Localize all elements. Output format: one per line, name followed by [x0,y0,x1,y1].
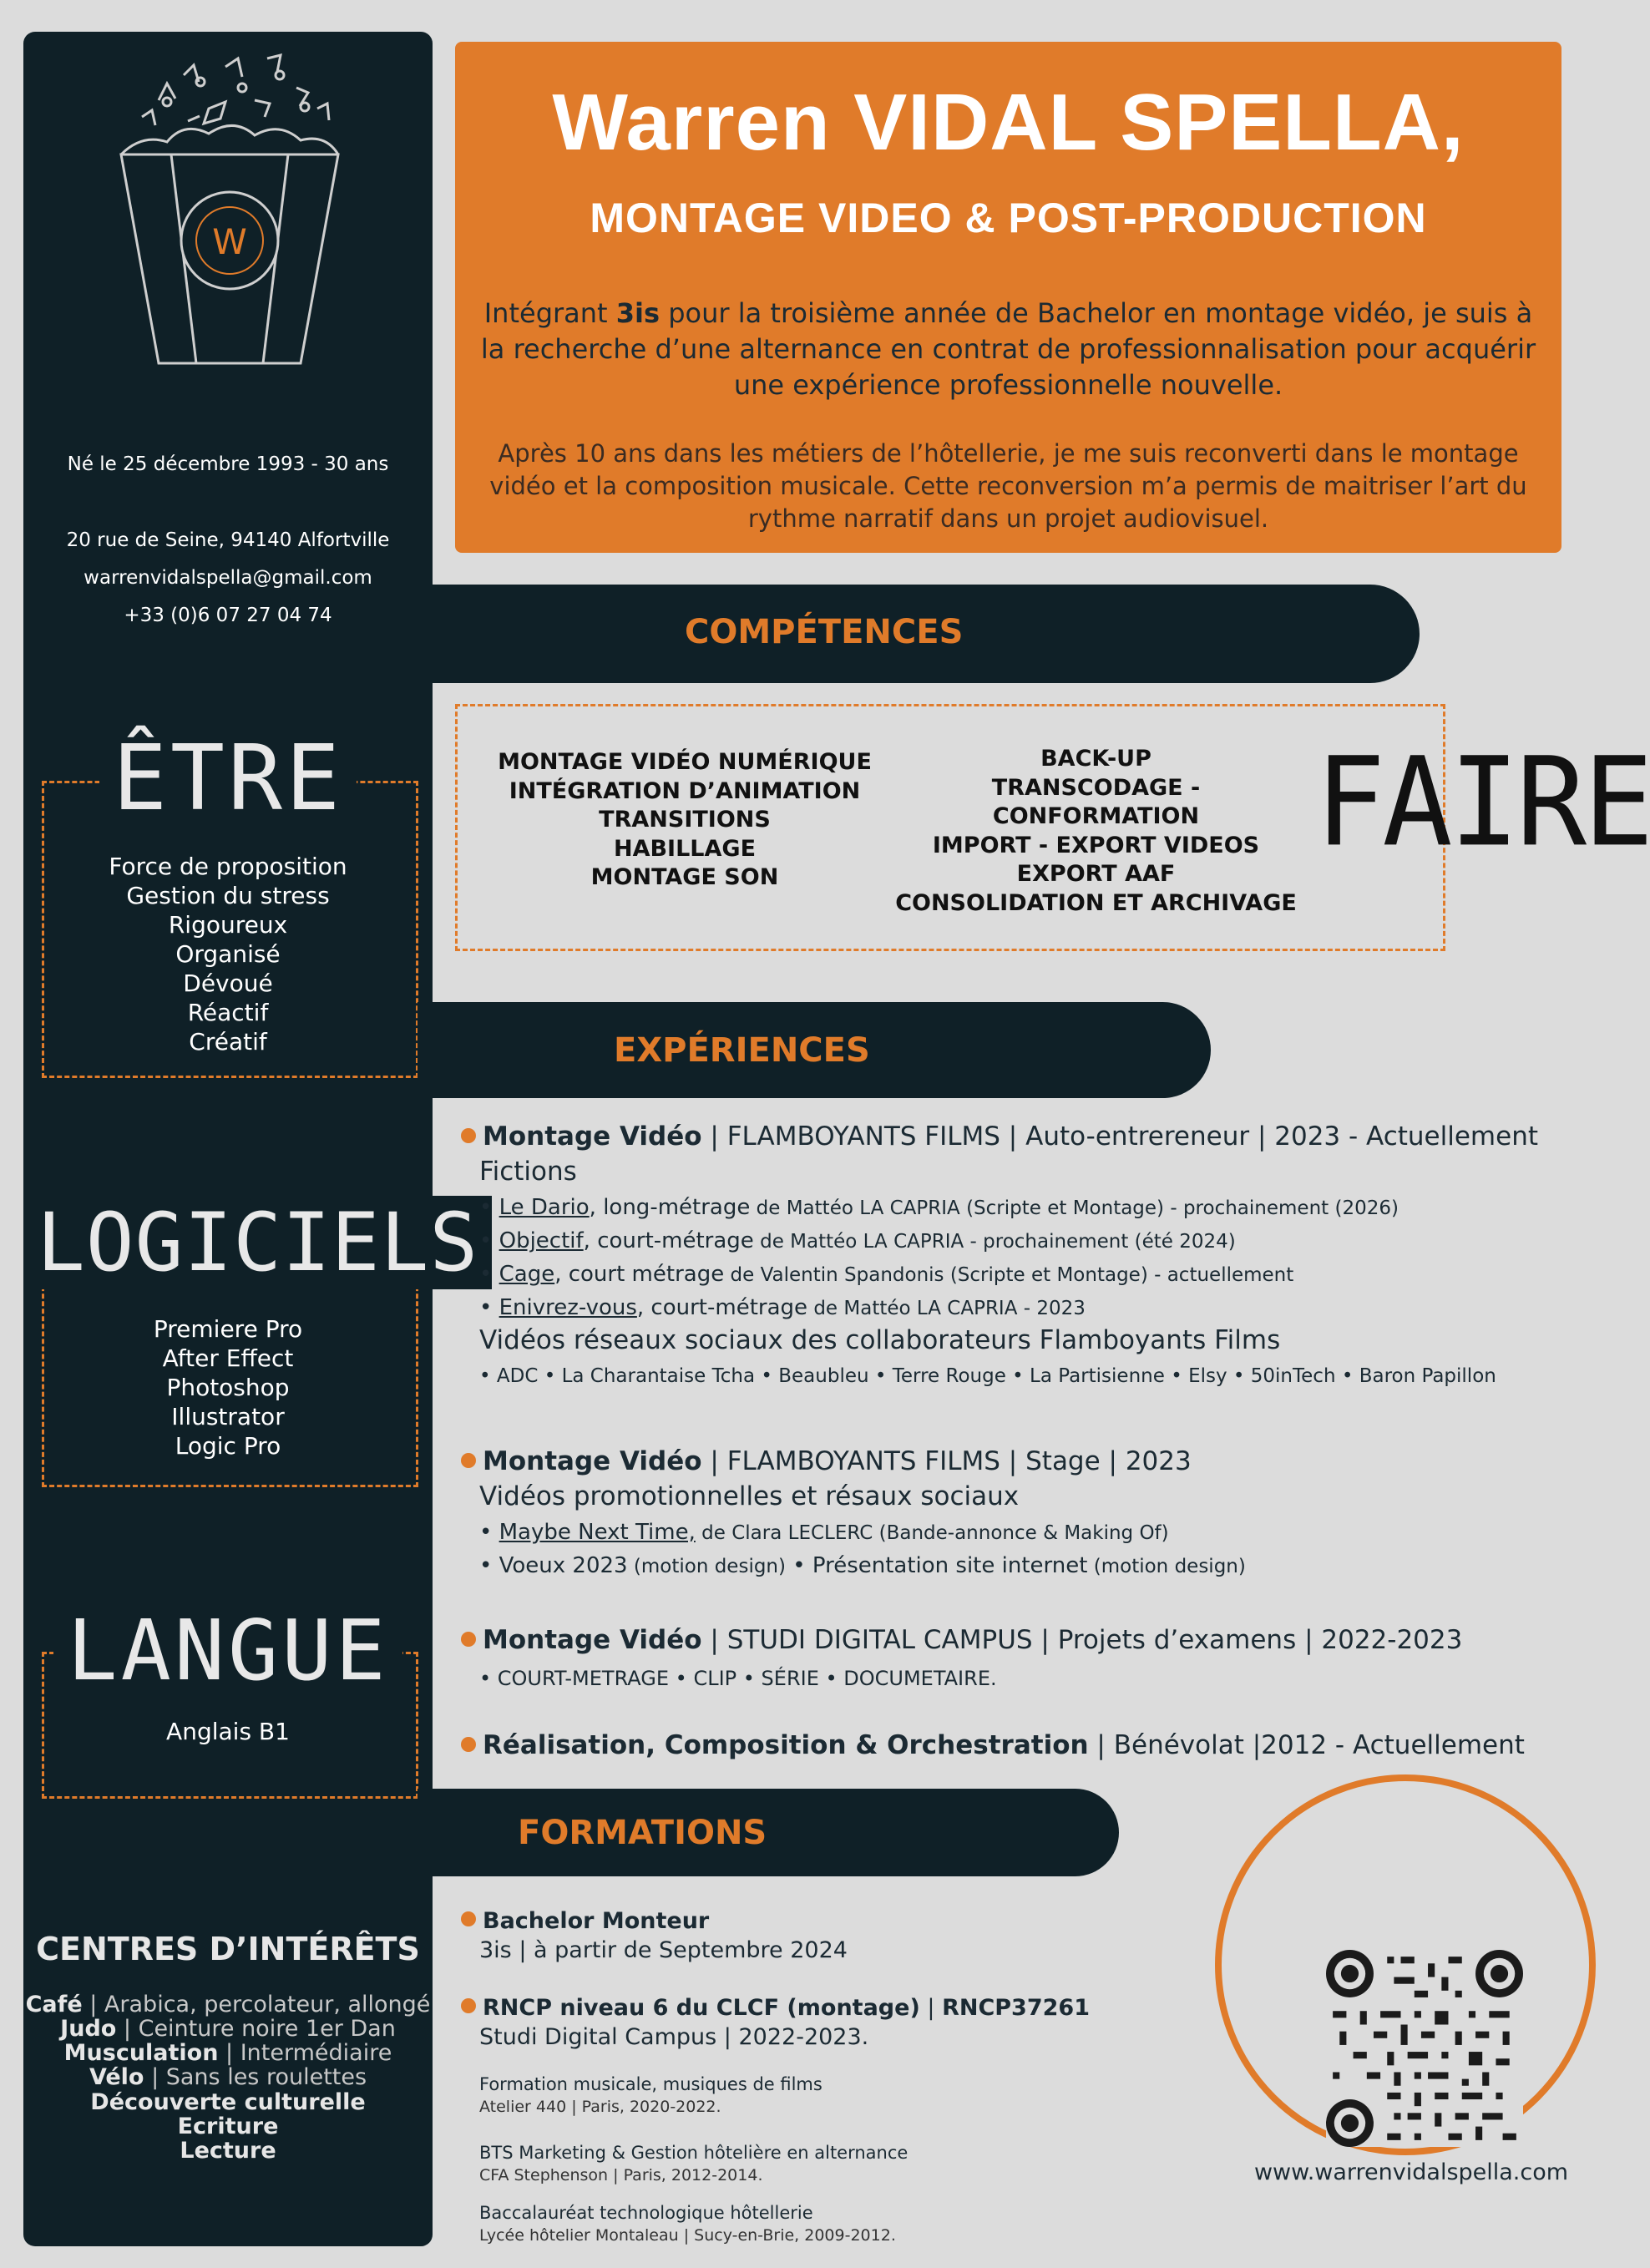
formation-heading: RNCP niveau 6 du CLCF (montage) | RNCP37261 [461,1995,1212,2021]
etre-title: ÊTRE [23,726,433,831]
birth-date: Né le 25 décembre 1993 - 30 ans [67,453,389,475]
list-item: MONTAGE VIDÉO NUMÉRIQUE [498,749,872,775]
experience-tags: • ADC • La Charantaise Tcha • Beaubleu • Terre Rouge • La Partisienne • Elsy • 50inTech • Baron Papillon [479,1365,1496,1387]
experience-subheading: Vidéos promotionnelles et résaux sociaux [479,1481,1020,1511]
list-item: CONSOLIDATION ET ARCHIVAGE [895,889,1297,916]
interest-item: Ecriture [177,2113,279,2139]
langue-title: LANGUE [23,1602,433,1699]
formation-sub: Lycée hôtelier Montaleau | Sucy-en-Brie, 2009-2012. [479,2226,896,2245]
list-item: Premiere Pro [153,1315,303,1343]
list-item: IMPORT - EXPORT VIDEOS [932,832,1260,858]
experience-heading: Montage Vidéo | STUDI DIGITAL CAMPUS | Projets d’examens | 2022-2023 [461,1625,1580,1655]
list-item: TRANSCODAGE - CONFORMATION [991,774,1201,830]
interest-item: Musculation | Intermédiaire [63,2040,392,2067]
experience-item: • Objectif, court-métrage de Mattéo LA CAPRIA - prochainement (été 2024) [479,1228,1236,1253]
list-item: EXPORT AAF [1016,861,1176,888]
experience-subheading: Vidéos réseaux sociaux des collaborateurs Flamboyants Films [479,1325,1281,1355]
faire-title: FAIRE [1315,731,1650,875]
list-item: Logic Pro [175,1432,281,1460]
list-item: TRANSITIONS [599,807,771,833]
list-item: Photoshop [166,1374,290,1401]
list-item: Rigoureux [168,911,288,939]
langue-value: Anglais B1 [166,1718,290,1745]
formation-3 [461,2074,1212,2116]
bullet-icon [461,1998,476,2013]
formation-sub: CFA Stephenson | Paris, 2012-2014. [479,2166,763,2184]
formation-5 [461,2203,1212,2245]
email[interactable]: warrenvidalspella@gmail.com [84,567,372,589]
formation-heading: Bachelor Monteur [461,1908,1212,1934]
formation-sub: 3is | à partir de Septembre 2024 [479,1937,848,1963]
bullet-icon [461,1737,476,1752]
popcorn-logo [109,42,351,376]
competences-col1 [493,748,877,893]
interest-item: Découverte culturelle [90,2088,366,2115]
experience-heading: Montage Vidéo | FLAMBOYANTS FILMS | Stage | 2023 [461,1446,1580,1476]
intro-text-2: Après 10 ans dans les métiers de l’hôtellerie, je me suis reconverti dans le montage vidéo et la composition musicale. Cette reconversion m’a permis de maitriser l’art du rythme narratif dans un projet audiovisuel. [489,439,1527,534]
bullet-icon [461,1453,476,1468]
interest-item: Lecture [180,2137,276,2164]
list-item: Organisé [175,940,281,968]
qr-code-icon[interactable] [1326,1950,1523,2147]
formations-title: FORMATIONS [518,1814,767,1852]
formation-heading: BTS Marketing & Gestion hôtelière en alternance [479,2143,909,2163]
list-item: Dévoué [183,969,273,997]
list-item: Gestion du stress [126,882,330,909]
experiences-title: EXPÉRIENCES [614,1031,870,1070]
bullet-icon [461,1632,476,1647]
experience-tags: • COURT-METRAGE • CLIP • SÉRIE • DOCUMETAIRE. [479,1667,997,1690]
formation-sub: Studi Digital Campus | 2022-2023. [479,2024,869,2050]
page-subtitle: MONTAGE VIDEO & POST-PRODUCTION [590,195,1427,241]
interests-list [23,1992,433,2163]
formation-4 [461,2143,1212,2184]
list-item: Force de proposition [109,853,347,880]
interests-title: CENTRES D’INTÉRÊTS [36,1931,420,1967]
logo-letter: W [212,221,247,262]
bullet-icon [461,1911,476,1926]
list-item: After Effect [162,1344,294,1372]
phone[interactable]: +33 (0)6 07 27 04 74 [124,605,332,626]
bullet-icon [461,1128,476,1143]
experience-2 [461,1446,1580,1578]
formation-sub: Atelier 440 | Paris, 2020-2022. [479,2098,721,2116]
list-item: Illustrator [171,1403,285,1430]
competences-title: COMPÉTENCES [685,613,964,651]
interest-item: Café | Arabica, percolateur, allongé [25,1992,431,2017]
address: 20 rue de Seine, 94140 Alfortville [66,529,390,551]
etre-list [23,852,433,1056]
list-item: HABILLAGE [613,835,757,862]
list-item: Créatif [189,1028,267,1056]
list-item: Réactif [187,999,269,1026]
competences-col2 [885,745,1307,918]
formation-heading: Formation musicale, musiques de films [479,2074,822,2094]
list-item: INTÉGRATION D’ANIMATION [509,777,861,804]
page-title: Warren VIDAL SPELLA, [552,78,1465,167]
experience-item: • Enivrez-vous, court-métrage de Mattéo LA CAPRIA - 2023 [479,1295,1086,1320]
experience-item: • Maybe Next Time, de Clara LECLERC (Bande-annonce & Making Of) [479,1520,1169,1545]
intro-text: Intégrant 3is pour la troisième année de Bachelor en montage vidéo, je suis à la recherche d’une alternance en contrat de professionnalisation pour acquérir une expérience professionnelle nouvelle. [480,297,1536,402]
website-link[interactable]: www.warrenvidalspella.com [1253,2159,1569,2185]
formation-1 [461,1908,1212,1963]
experience-item: • Cage, court métrage de Valentin Spandonis (Scripte et Montage) - actuellement [479,1262,1294,1287]
experience-item: • Voeux 2023 (motion design) • Présentation site internet (motion design) [479,1553,1246,1578]
list-item: BACK-UP [1040,746,1151,772]
formation-2 [461,1995,1212,2050]
experience-1 [461,1121,1580,1387]
interest-item: Judo | Ceinture noire 1er Dan [60,2016,396,2043]
list-item: MONTAGE SON [590,864,779,891]
experience-heading: Réalisation, Composition & Orchestration | Bénévolat |2012 - Actuellement [461,1730,1580,1760]
interest-item: Vélo | Sans les roulettes [89,2064,367,2091]
formation-heading: Baccalauréat technologique hôtellerie [479,2203,813,2223]
experience-3 [461,1625,1580,1690]
experience-4 [461,1730,1580,1760]
logiciels-list [23,1314,433,1461]
experience-item: • Le Dario, long-métrage de Mattéo LA CAPRIA (Scripte et Montage) - prochainement (2026) [479,1195,1399,1220]
experience-heading: Montage Vidéo | FLAMBOYANTS FILMS | Auto-entrereneur | 2023 - Actuellement [461,1121,1580,1152]
experience-subheading: Fictions [479,1157,577,1187]
logiciels-title: LOGICIELS [23,1196,433,1289]
